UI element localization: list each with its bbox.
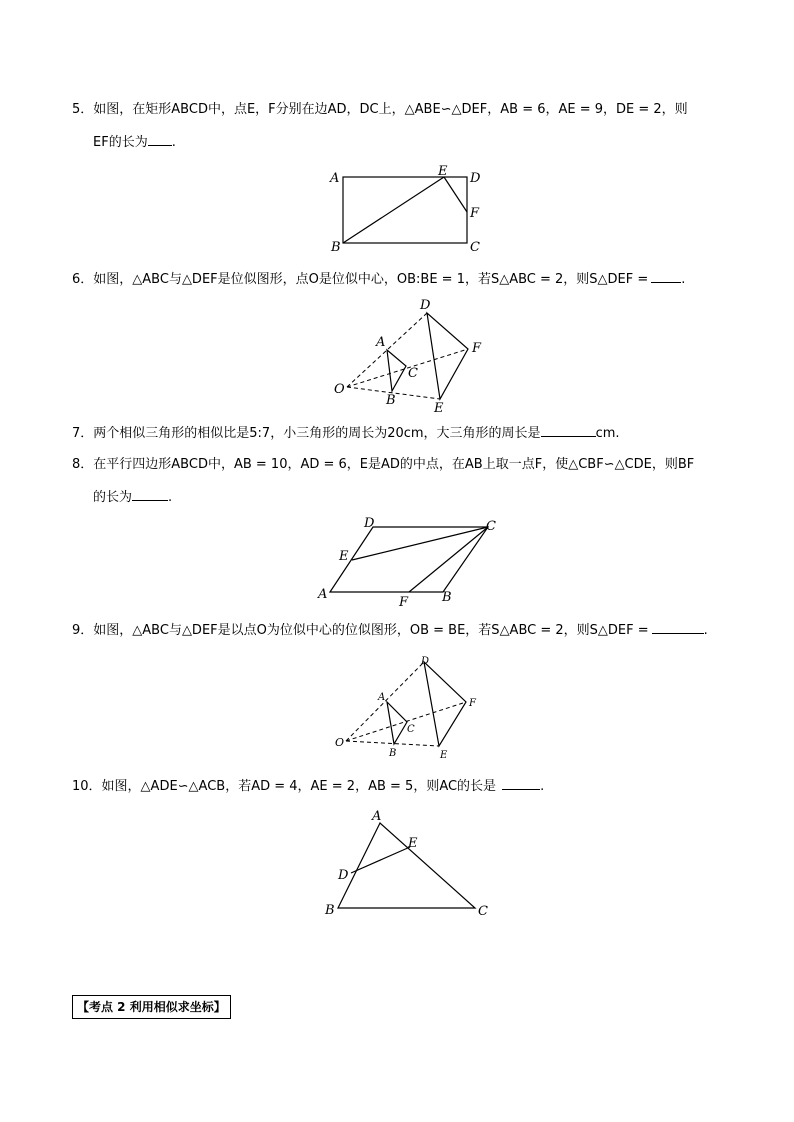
label-c: C	[470, 240, 480, 255]
question-number: 9．	[72, 623, 94, 638]
label-a: A	[378, 692, 386, 703]
label-e: E	[434, 401, 444, 416]
label-d: D	[420, 298, 431, 313]
question-text: 如图，△ADE∽△ACB，若AD = 4，AE = 2，AB = 5，则AC的长是	[101, 779, 497, 794]
triangle-abc	[338, 823, 475, 908]
label-a: A	[372, 809, 382, 824]
question-text: 如图，△ABC与△DEF是以点O为位似中心的位似图形，OB = BE，若S△ABC = 2，则S△DEF =	[93, 623, 649, 638]
question-6: 6．如图，△ABC与△DEF是位似图形，点O是位似中心，OB:BE = 1，若S△ABC = 2，则S△DEF = .	[72, 272, 686, 287]
dash-oe	[346, 741, 439, 746]
segment-be	[343, 177, 444, 243]
question-7: 7．两个相似三角形的相似比是5:7，小三角形的周长为20cm，大三角形的周长是 cm.	[72, 426, 620, 441]
label-c: C	[478, 904, 488, 919]
answer-blank[interactable]	[502, 777, 540, 790]
label-b: B	[389, 748, 397, 759]
topic-heading: 【考点 2 利用相似求坐标】	[72, 995, 231, 1019]
label-f: F	[470, 206, 480, 221]
question-number: 10．	[72, 779, 102, 794]
rectangle-abcd	[343, 177, 467, 243]
figure-homothety-6	[330, 295, 490, 415]
answer-blank[interactable]	[651, 270, 681, 283]
question-number: 8．	[72, 457, 94, 472]
label-f: F	[472, 341, 482, 356]
question-5: 5．如图，在矩形ABCD中，点E，F分别在边AD，DC上，△ABE∽△DEF，AB = 6，AE = 9，DE = 2，则 EF的长为 .	[72, 102, 688, 150]
figure-rectangle-abcd	[328, 160, 488, 255]
label-e: E	[438, 164, 448, 179]
label-d: D	[364, 516, 375, 531]
label-e: E	[440, 750, 448, 761]
question-10: 10．如图，△ADE∽△ACB，若AD = 4，AE = 2，AB = 5，则AC的长是 .	[72, 779, 545, 794]
label-f: F	[399, 595, 409, 610]
question-text-cont: EF的长为	[93, 135, 148, 150]
question-text: 如图，△ABC与△DEF是位似图形，点O是位似中心，OB:BE = 1，若S△ABC = 2，则S△DEF =	[93, 272, 649, 287]
question-text: 在平行四边形ABCD中，AB = 10，AD = 6，E是AD的中点，在AB上取一点F，使△CBF∽△CDE，则BF	[93, 457, 695, 472]
question-text: 两个相似三角形的相似比是5:7，小三角形的周长为20cm，大三角形的周长是	[93, 426, 541, 441]
triangle-def	[427, 313, 468, 399]
question-text-cont: 的长为	[93, 490, 133, 505]
label-a: A	[376, 335, 386, 350]
label-e: E	[339, 549, 349, 564]
figure-triangle-abc	[322, 805, 502, 923]
segment-ef	[444, 177, 467, 212]
label-c: C	[407, 724, 415, 735]
question-number: 5．	[72, 102, 94, 117]
question-number: 7．	[72, 426, 94, 441]
label-b: B	[331, 240, 341, 255]
label-b: B	[442, 590, 452, 605]
label-d: D	[338, 868, 349, 883]
question-text: 如图，在矩形ABCD中，点E，F分别在边AD，DC上，△ABE∽△DEF，AB = 6，AE = 9，DE = 2，则	[93, 102, 688, 117]
question-8: 8．在平行四边形ABCD中，AB = 10，AD = 6，E是AD的中点，在AB上取一点F，使△CBF∽△CDE，则BF 的长为 .	[72, 457, 695, 505]
answer-blank[interactable]	[148, 133, 172, 146]
answer-blank[interactable]	[132, 488, 168, 501]
question-number: 6．	[72, 272, 94, 287]
label-d: D	[421, 656, 430, 667]
figure-parallelogram-abcd	[315, 512, 505, 608]
segment-de	[351, 847, 410, 873]
question-9: 9．如图，△ABC与△DEF是以点O为位似中心的位似图形，OB = BE，若S△ABC = 2，则S△DEF = .	[72, 623, 708, 638]
label-c: C	[486, 519, 496, 534]
label-b: B	[386, 393, 396, 408]
label-a: A	[330, 171, 340, 186]
answer-blank[interactable]	[652, 621, 704, 634]
triangle-abc	[387, 350, 406, 391]
label-d: D	[470, 171, 481, 186]
label-o: O	[335, 736, 345, 749]
answer-blank[interactable]	[541, 424, 596, 437]
label-o: O	[334, 382, 345, 397]
triangle-abc	[387, 702, 407, 744]
figure-homothety-9	[332, 650, 492, 762]
label-a: A	[318, 587, 328, 602]
label-e: E	[408, 836, 418, 851]
label-c: C	[408, 366, 418, 381]
label-b: B	[325, 903, 335, 918]
label-f: F	[469, 698, 476, 709]
